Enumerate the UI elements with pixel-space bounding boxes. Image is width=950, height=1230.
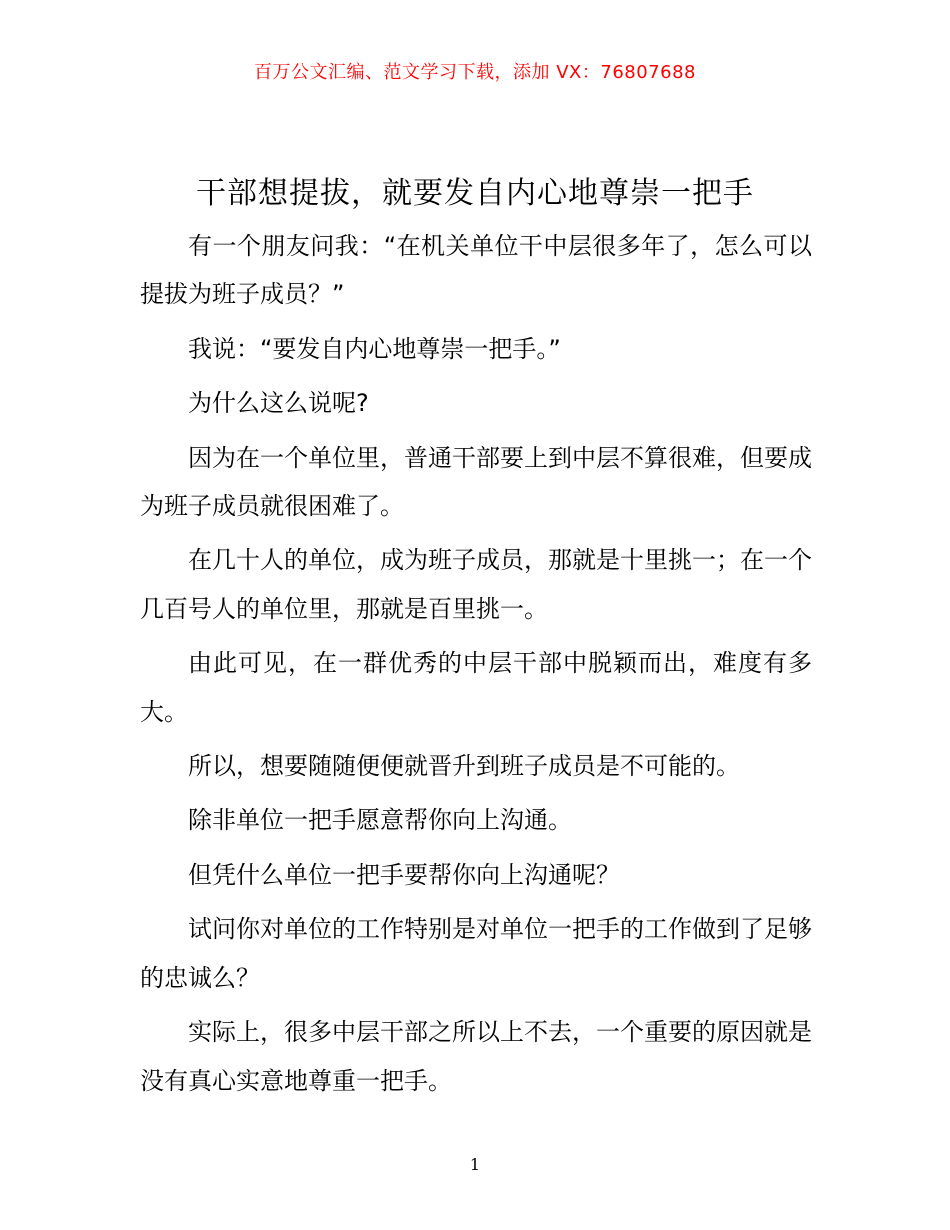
paragraph: 在几十人的单位，成为班子成员，那就是十里挑一；在一个几百号人的单位里，那就是百里挑一。: [140, 546, 812, 623]
paragraph: 但凭什么单位一把手要帮你向上沟通呢？: [188, 860, 620, 889]
paragraph: 试问你对单位的工作特别是对单位一把手的工作做到了足够的忠诚么？: [140, 915, 812, 992]
paragraph: 除非单位一把手愿意帮你向上沟通。: [188, 806, 572, 835]
document-title: 干部想提拔，就要发自内心地尊崇一把手: [196, 176, 754, 211]
document-body: [140, 222, 812, 1111]
paragraph: 实际上，很多中层干部之所以上不去，一个重要的原因就是没有真心实意地尊重一把手。: [140, 1018, 812, 1095]
paragraph: 因为在一个单位里，普通干部要上到中层不算很难，但要成为班子成员就很困难了。: [140, 443, 812, 521]
header-watermark-note: 百万公文汇编、范文学习下载，添加 VX：76807688: [254, 62, 696, 83]
page-number: 1: [469, 1155, 481, 1174]
paragraph: 所以，想要随随便便就晋升到班子成员是不可能的。: [188, 752, 740, 781]
paragraph: 为什么这么说呢?: [188, 389, 369, 418]
paragraph: 由此可见，在一群优秀的中层干部中脱颖而出，难度有多大。: [140, 649, 812, 726]
paragraph: 有一个朋友问我：“在机关单位干中层很多年了，怎么可以提拔为班子成员？”: [140, 232, 812, 309]
paragraph: 我说：“要发自内心地尊崇一把手。”: [188, 334, 561, 363]
